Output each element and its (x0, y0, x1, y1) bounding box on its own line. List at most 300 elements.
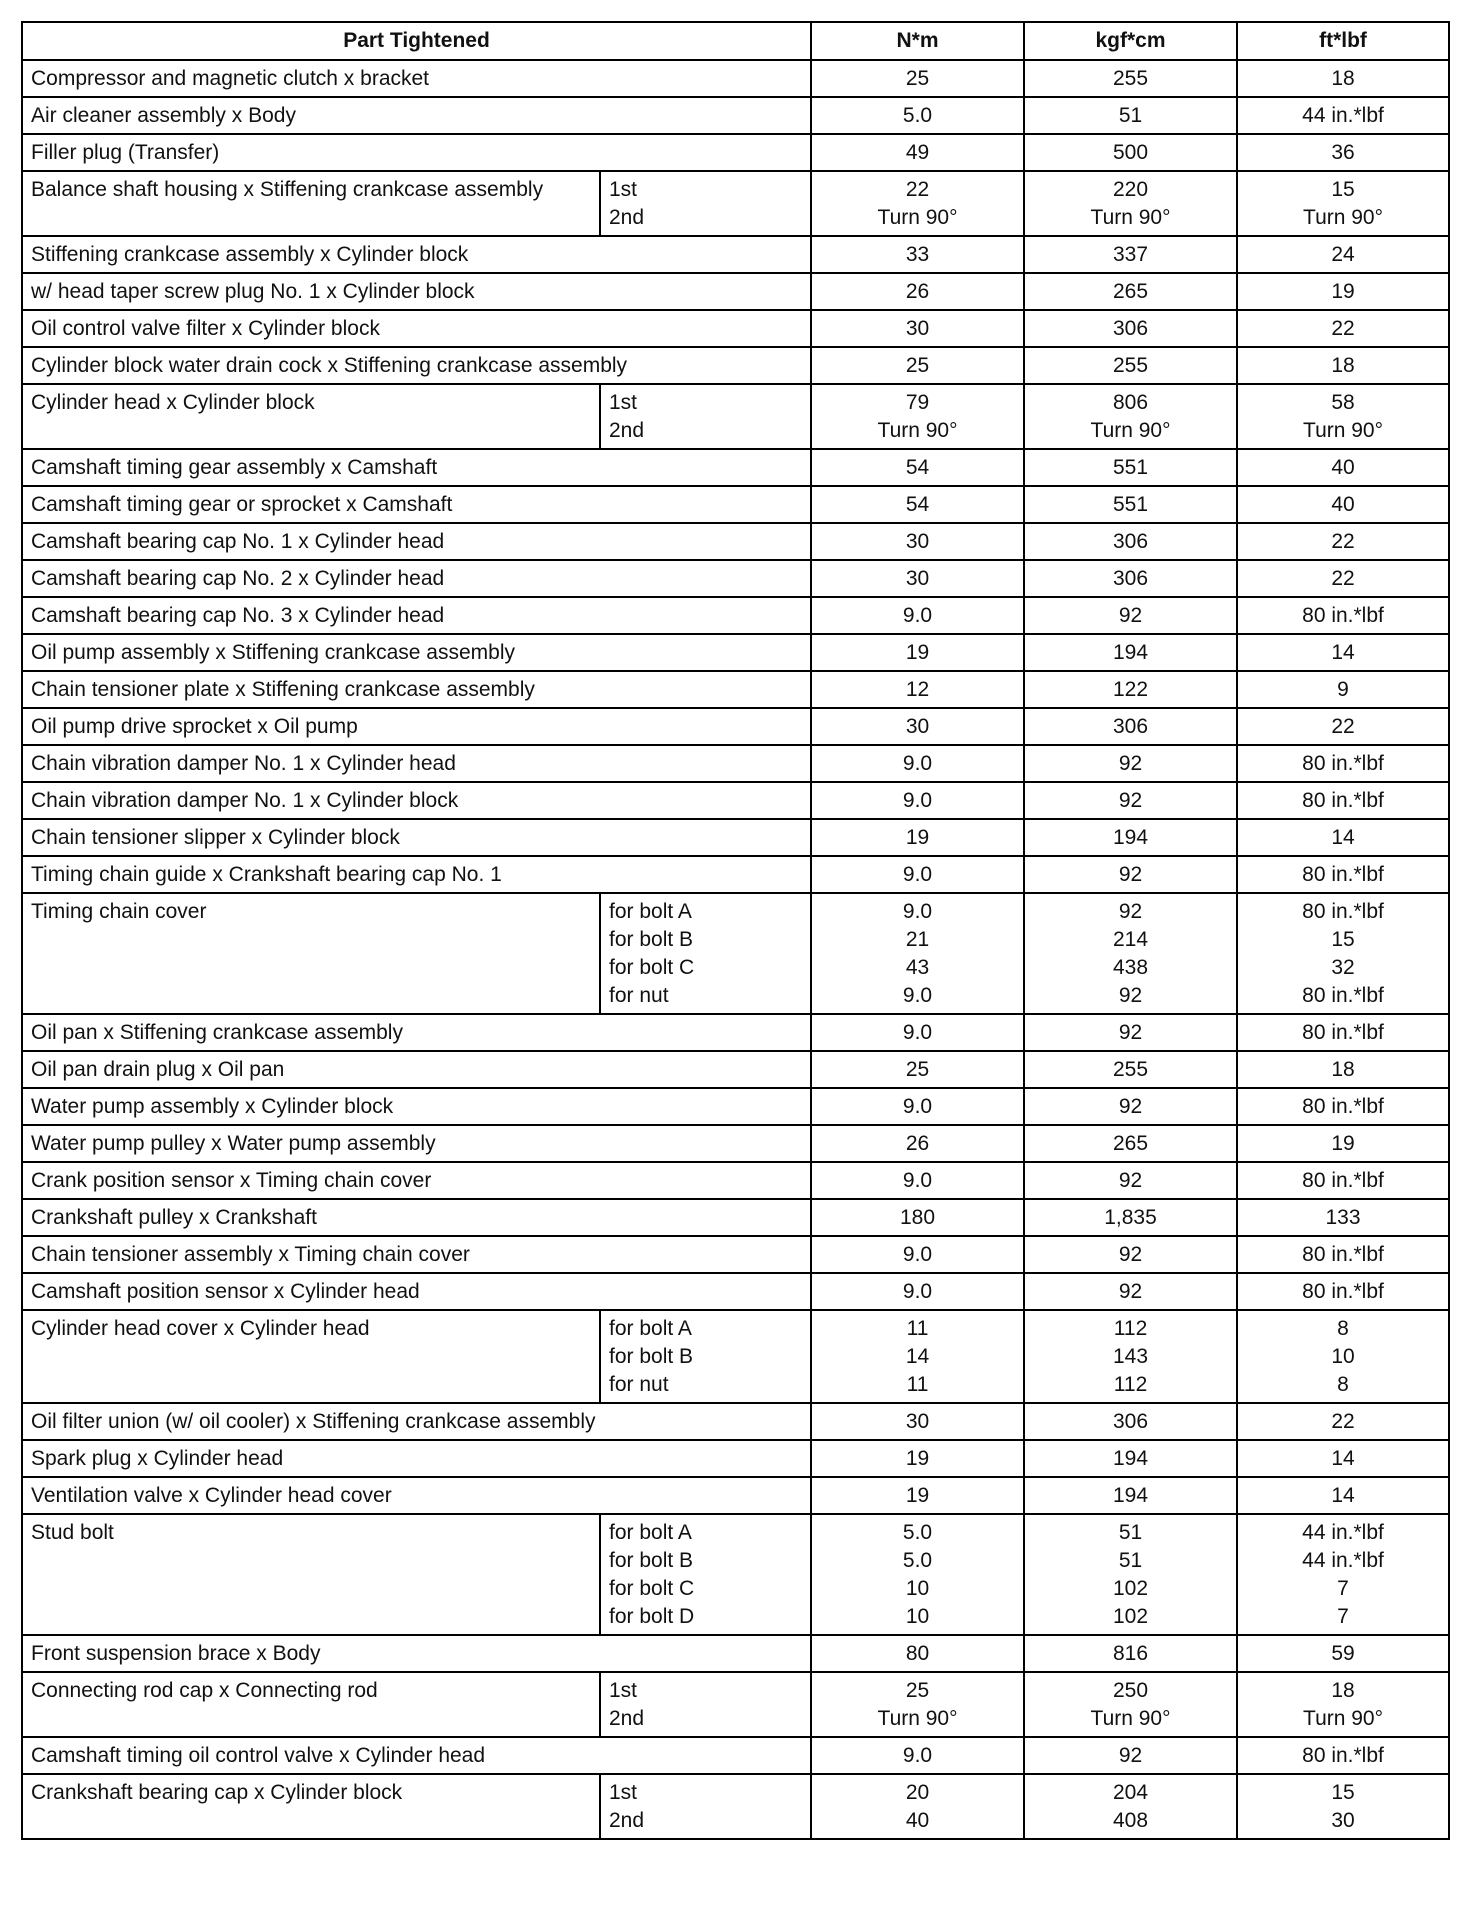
part-name: Oil pan drain plug x Oil pan (31, 1058, 285, 1081)
cell-part-tightened (22, 171, 600, 236)
kgf-value: 92 (1118, 900, 1143, 923)
cell-nm (811, 1635, 1024, 1672)
kgf-value: 265 (1112, 1132, 1149, 1155)
part-name: Balance shaft housing x Stiffening crankcase assembly (31, 178, 544, 201)
part-name: Chain tensioner assembly x Timing chain cover (31, 1243, 470, 1266)
part-name: Stiffening crankcase assembly x Cylinder block (31, 243, 469, 266)
kgf-value: 438 (1112, 956, 1149, 979)
nm-value: 5.0 (902, 1549, 933, 1572)
ft-lbf-value: 8 (1337, 1317, 1349, 1340)
table-row (22, 1236, 1449, 1273)
cell-kgf-cm (1024, 1310, 1237, 1403)
cell-nm (811, 1273, 1024, 1310)
cell-kgf-cm (1024, 745, 1237, 782)
kgf-value: 250 (1112, 1679, 1149, 1702)
step-label: for bolt B (609, 1345, 694, 1368)
part-name: Filler plug (Transfer) (31, 141, 220, 164)
cell-part-tightened (22, 1014, 811, 1051)
nm-value: 20 (905, 1781, 930, 1804)
step-label: for bolt B (609, 1549, 694, 1572)
part-name: Compressor and magnetic clutch x bracket (31, 67, 430, 90)
table-row (22, 1125, 1449, 1162)
kgf-value: 92 (1118, 1243, 1143, 1266)
header-nm: N*m (811, 22, 1024, 60)
nm-value: 22 (905, 178, 930, 201)
cell-part-tightened (22, 1440, 811, 1477)
step-label: for bolt A (609, 900, 692, 923)
step-label: for bolt A (609, 1521, 692, 1544)
step-label: for nut (609, 984, 669, 1007)
nm-value: 25 (905, 354, 930, 377)
step-label: for bolt C (609, 956, 695, 979)
part-name: Oil pan x Stiffening crankcase assembly (31, 1021, 403, 1044)
ft-lbf-value: 80 in.*lbf (1302, 900, 1384, 923)
nm-value: 9.0 (902, 1095, 933, 1118)
cell-ft-lbf (1237, 1014, 1449, 1051)
cell-ft-lbf (1237, 1737, 1449, 1774)
part-name: Timing chain guide x Crankshaft bearing cap No. 1 (31, 863, 502, 886)
cell-kgf-cm (1024, 449, 1237, 486)
cell-part-tightened (22, 486, 811, 523)
cell-kgf-cm (1024, 893, 1237, 1014)
ft-lbf-value: 59 (1331, 1642, 1355, 1665)
ft-lbf-value: 22 (1331, 567, 1355, 590)
table-row (22, 745, 1449, 782)
step-label: 1st (609, 1679, 638, 1702)
part-name: Front suspension brace x Body (31, 1642, 321, 1665)
step-label: 2nd (609, 206, 645, 229)
ft-lbf-value: 80 in.*lbf (1302, 863, 1384, 886)
kgf-value: 112 (1113, 1317, 1148, 1340)
step-label: for nut (609, 1373, 669, 1396)
table-row (22, 486, 1449, 523)
cell-nm (811, 1403, 1024, 1440)
cell-kgf-cm (1024, 856, 1237, 893)
ft-lbf-value: 80 in.*lbf (1302, 1280, 1384, 1303)
part-name: Oil control valve filter x Cylinder block (31, 317, 380, 340)
cell-kgf-cm (1024, 60, 1237, 97)
nm-value: 25 (905, 1058, 930, 1081)
cell-kgf-cm (1024, 273, 1237, 310)
cell-part-tightened (22, 1088, 811, 1125)
cell-ft-lbf (1237, 1310, 1449, 1403)
part-name: Timing chain cover (31, 900, 207, 923)
cell-nm (811, 1514, 1024, 1635)
cell-nm (811, 486, 1024, 523)
step-label: 2nd (609, 1707, 645, 1730)
nm-value: 25 (905, 1679, 930, 1702)
cell-part-tightened (22, 1737, 811, 1774)
kgf-value: 102 (1112, 1577, 1149, 1600)
cell-part-tightened (22, 384, 600, 449)
step-label: 2nd (609, 419, 645, 442)
kgf-value: 551 (1112, 456, 1149, 479)
table-row (22, 1403, 1449, 1440)
nm-value: 9.0 (902, 984, 933, 1007)
table-row (22, 1440, 1449, 1477)
ft-lbf-value: 80 in.*lbf (1302, 752, 1384, 775)
cell-part-tightened (22, 1403, 811, 1440)
kgf-value: Turn 90° (1090, 419, 1171, 442)
cell-nm (811, 310, 1024, 347)
ft-lbf-value: 7 (1337, 1605, 1349, 1628)
step-label: 2nd (609, 1809, 645, 1832)
part-name: Camshaft bearing cap No. 3 x Cylinder head (31, 604, 445, 627)
kgf-value: 51 (1118, 1521, 1143, 1544)
ft-lbf-value: 36 (1331, 141, 1355, 164)
part-name: Connecting rod cap x Connecting rod (31, 1679, 378, 1702)
cell-ft-lbf (1237, 449, 1449, 486)
cell-part-tightened (22, 782, 811, 819)
kgf-value: 51 (1118, 1549, 1143, 1572)
cell-nm (811, 171, 1024, 236)
cell-part-tightened (22, 449, 811, 486)
cell-ft-lbf (1237, 1403, 1449, 1440)
part-name: Crank position sensor x Timing chain cover (31, 1169, 432, 1192)
kgf-value: 92 (1118, 1021, 1143, 1044)
kgf-value: 92 (1118, 1744, 1143, 1767)
part-name: Crankshaft bearing cap x Cylinder block (31, 1781, 403, 1804)
nm-value: 19 (905, 1447, 930, 1470)
cell-nm (811, 1672, 1024, 1737)
cell-kgf-cm (1024, 384, 1237, 449)
nm-value: 5.0 (902, 104, 933, 127)
cell-kgf-cm (1024, 347, 1237, 384)
ft-lbf-value: 40 (1331, 456, 1355, 479)
nm-value: Turn 90° (877, 206, 958, 229)
kgf-value: 204 (1112, 1781, 1149, 1804)
cell-ft-lbf (1237, 1199, 1449, 1236)
step-label: for bolt C (609, 1577, 695, 1600)
nm-value: 10 (905, 1577, 930, 1600)
cell-part-tightened (22, 1635, 811, 1672)
cell-nm (811, 819, 1024, 856)
table-row (22, 1774, 1449, 1839)
cell-part-tightened (22, 1162, 811, 1199)
cell-part-tightened (22, 597, 811, 634)
cell-ft-lbf (1237, 819, 1449, 856)
kgf-value: 1,835 (1104, 1206, 1157, 1229)
cell-ft-lbf (1237, 97, 1449, 134)
cell-kgf-cm (1024, 560, 1237, 597)
table-row (22, 1635, 1449, 1672)
table-row (22, 273, 1449, 310)
table-row (22, 1672, 1449, 1737)
part-name: Chain vibration damper No. 1 x Cylinder block (31, 789, 459, 812)
nm-value: 26 (905, 280, 930, 303)
cell-nm (811, 560, 1024, 597)
cell-ft-lbf (1237, 1440, 1449, 1477)
kgf-value: 194 (1112, 641, 1149, 664)
ft-lbf-value: 44 in.*lbf (1302, 104, 1384, 127)
cell-kgf-cm (1024, 1477, 1237, 1514)
nm-value: 11 (906, 1373, 929, 1396)
kgf-value: 306 (1112, 317, 1149, 340)
cell-ft-lbf (1237, 1236, 1449, 1273)
nm-value: 25 (905, 67, 930, 90)
cell-nm (811, 1737, 1024, 1774)
nm-value: 80 (905, 1642, 930, 1665)
torque-spec-table (21, 21, 1450, 1840)
table-header-row (22, 22, 1449, 60)
cell-nm (811, 384, 1024, 449)
cell-kgf-cm (1024, 1273, 1237, 1310)
kgf-value: Turn 90° (1090, 206, 1171, 229)
table-row (22, 819, 1449, 856)
cell-nm (811, 1162, 1024, 1199)
ft-lbf-value: 80 in.*lbf (1302, 1243, 1384, 1266)
cell-kgf-cm (1024, 1162, 1237, 1199)
ft-lbf-value: 14 (1331, 826, 1355, 849)
ft-lbf-value: 22 (1331, 1410, 1355, 1433)
kgf-value: 122 (1112, 678, 1149, 701)
cell-part-tightened (22, 708, 811, 745)
cell-nm (811, 634, 1024, 671)
cell-step (600, 1672, 811, 1737)
nm-value: Turn 90° (877, 419, 958, 442)
cell-kgf-cm (1024, 310, 1237, 347)
kgf-value: 92 (1118, 984, 1143, 1007)
cell-step (600, 1310, 811, 1403)
cell-nm (811, 1088, 1024, 1125)
ft-lbf-value: 15 (1331, 178, 1355, 201)
part-name: Oil pump assembly x Stiffening crankcase assembly (31, 641, 515, 664)
part-name: Cylinder block water drain cock x Stiffening crankcase assembly (31, 354, 628, 377)
ft-lbf-value: 40 (1331, 493, 1355, 516)
cell-ft-lbf (1237, 1514, 1449, 1635)
table-row (22, 893, 1449, 1014)
cell-kgf-cm (1024, 1737, 1237, 1774)
cell-nm (811, 1014, 1024, 1051)
cell-kgf-cm (1024, 708, 1237, 745)
cell-kgf-cm (1024, 171, 1237, 236)
table-row (22, 1514, 1449, 1635)
kgf-value: 306 (1112, 567, 1149, 590)
cell-part-tightened (22, 1199, 811, 1236)
cell-nm (811, 1199, 1024, 1236)
cell-step (600, 384, 811, 449)
cell-step (600, 893, 811, 1014)
ft-lbf-value: 15 (1331, 928, 1355, 951)
header-part-tightened: Part Tightened (22, 22, 811, 60)
ft-lbf-value: 8 (1337, 1373, 1349, 1396)
cell-ft-lbf (1237, 856, 1449, 893)
table-row (22, 856, 1449, 893)
cell-kgf-cm (1024, 634, 1237, 671)
kgf-value: 500 (1112, 141, 1149, 164)
cell-nm (811, 97, 1024, 134)
cell-kgf-cm (1024, 1635, 1237, 1672)
nm-value: 33 (905, 243, 930, 266)
nm-value: 10 (905, 1605, 930, 1628)
ft-lbf-value: 80 in.*lbf (1302, 984, 1384, 1007)
nm-value: 30 (905, 567, 930, 590)
cell-nm (811, 1051, 1024, 1088)
part-name: Camshaft bearing cap No. 2 x Cylinder head (31, 567, 445, 590)
nm-value: 180 (899, 1206, 936, 1229)
table-row (22, 347, 1449, 384)
part-name: Crankshaft pulley x Crankshaft (31, 1206, 317, 1229)
part-name: Water pump pulley x Water pump assembly (31, 1132, 436, 1155)
cell-nm (811, 745, 1024, 782)
cell-nm (811, 1236, 1024, 1273)
cell-ft-lbf (1237, 1672, 1449, 1737)
part-name: Oil pump drive sprocket x Oil pump (31, 715, 358, 738)
cell-part-tightened (22, 97, 811, 134)
cell-nm (811, 523, 1024, 560)
cell-ft-lbf (1237, 273, 1449, 310)
part-name: Cylinder head x Cylinder block (31, 391, 315, 414)
cell-kgf-cm (1024, 1514, 1237, 1635)
table-row (22, 310, 1449, 347)
ft-lbf-value: 22 (1331, 530, 1355, 553)
cell-ft-lbf (1237, 560, 1449, 597)
part-name: Cylinder head cover x Cylinder head (31, 1317, 370, 1340)
table-row (22, 1051, 1449, 1088)
part-name: Camshaft timing gear or sprocket x Camshaft (31, 493, 453, 516)
cell-part-tightened (22, 819, 811, 856)
table-row (22, 597, 1449, 634)
nm-value: 30 (905, 1410, 930, 1433)
part-name: Camshaft position sensor x Cylinder head (31, 1280, 420, 1303)
cell-ft-lbf (1237, 1125, 1449, 1162)
kgf-value: 92 (1118, 752, 1143, 775)
kgf-value: 408 (1112, 1809, 1149, 1832)
cell-nm (811, 1310, 1024, 1403)
cell-nm (811, 782, 1024, 819)
table-row (22, 1737, 1449, 1774)
kgf-value: 265 (1112, 280, 1149, 303)
cell-ft-lbf (1237, 171, 1449, 236)
table-row (22, 1310, 1449, 1403)
ft-lbf-value: 80 in.*lbf (1302, 789, 1384, 812)
nm-value: 12 (905, 678, 930, 701)
cell-ft-lbf (1237, 486, 1449, 523)
kgf-value: 255 (1112, 67, 1149, 90)
part-name: Air cleaner assembly x Body (31, 104, 296, 127)
kgf-value: 112 (1113, 1373, 1148, 1396)
kgf-value: 337 (1112, 243, 1149, 266)
part-name: Water pump assembly x Cylinder block (31, 1095, 394, 1118)
cell-part-tightened (22, 523, 811, 560)
nm-value: 79 (905, 391, 930, 414)
cell-kgf-cm (1024, 1014, 1237, 1051)
ft-lbf-value: Turn 90° (1303, 419, 1384, 442)
nm-value: 43 (905, 956, 930, 979)
cell-nm (811, 1774, 1024, 1839)
nm-value: 9.0 (902, 789, 933, 812)
nm-value: 19 (905, 641, 930, 664)
header-kgf-cm: kgf*cm (1024, 22, 1237, 60)
cell-part-tightened (22, 560, 811, 597)
cell-ft-lbf (1237, 1273, 1449, 1310)
table-row (22, 1199, 1449, 1236)
ft-lbf-value: 22 (1331, 317, 1355, 340)
cell-nm (811, 856, 1024, 893)
cell-kgf-cm (1024, 597, 1237, 634)
cell-part-tightened (22, 1236, 811, 1273)
cell-kgf-cm (1024, 134, 1237, 171)
table-row (22, 1273, 1449, 1310)
nm-value: 40 (905, 1809, 930, 1832)
nm-value: 30 (905, 530, 930, 553)
part-name: Camshaft timing gear assembly x Camshaft (31, 456, 438, 479)
cell-kgf-cm (1024, 1774, 1237, 1839)
kgf-value: 194 (1112, 1484, 1149, 1507)
table-row (22, 708, 1449, 745)
cell-kgf-cm (1024, 1403, 1237, 1440)
kgf-value: 220 (1112, 178, 1149, 201)
cell-nm (811, 449, 1024, 486)
kgf-value: 143 (1112, 1345, 1149, 1368)
cell-nm (811, 1440, 1024, 1477)
kgf-value: 92 (1118, 789, 1143, 812)
ft-lbf-value: 133 (1325, 1206, 1361, 1229)
nm-value: 9.0 (902, 1744, 933, 1767)
cell-ft-lbf (1237, 745, 1449, 782)
cell-nm (811, 597, 1024, 634)
cell-nm (811, 671, 1024, 708)
cell-kgf-cm (1024, 523, 1237, 560)
cell-nm (811, 1125, 1024, 1162)
kgf-value: 92 (1118, 1169, 1143, 1192)
table-row (22, 236, 1449, 273)
cell-part-tightened (22, 310, 811, 347)
step-label: 1st (609, 178, 638, 201)
table-row (22, 449, 1449, 486)
part-name: Stud bolt (31, 1521, 114, 1544)
nm-value: 9.0 (902, 1169, 933, 1192)
table-row (22, 134, 1449, 171)
kgf-value: 92 (1118, 604, 1143, 627)
ft-lbf-value: 18 (1331, 1679, 1355, 1702)
cell-ft-lbf (1237, 384, 1449, 449)
nm-value: 30 (905, 715, 930, 738)
part-name: Ventilation valve x Cylinder head cover (31, 1484, 392, 1507)
table-row (22, 523, 1449, 560)
cell-part-tightened (22, 671, 811, 708)
step-label: 1st (609, 391, 638, 414)
header-ft-lbf: ft*lbf (1237, 22, 1449, 60)
cell-part-tightened (22, 60, 811, 97)
part-name: Camshaft timing oil control valve x Cylinder head (31, 1744, 486, 1767)
cell-kgf-cm (1024, 1051, 1237, 1088)
ft-lbf-value: 18 (1331, 67, 1355, 90)
cell-nm (811, 134, 1024, 171)
cell-nm (811, 273, 1024, 310)
cell-kgf-cm (1024, 1236, 1237, 1273)
cell-ft-lbf (1237, 708, 1449, 745)
kgf-value: 92 (1118, 1280, 1143, 1303)
table-row (22, 671, 1449, 708)
cell-ft-lbf (1237, 347, 1449, 384)
ft-lbf-value: 19 (1331, 1132, 1355, 1155)
cell-ft-lbf (1237, 893, 1449, 1014)
kgf-value: 806 (1112, 391, 1149, 414)
cell-nm (811, 60, 1024, 97)
cell-ft-lbf (1237, 782, 1449, 819)
kgf-value: 306 (1112, 715, 1149, 738)
cell-ft-lbf (1237, 1477, 1449, 1514)
cell-part-tightened (22, 134, 811, 171)
part-name: Camshaft bearing cap No. 1 x Cylinder head (31, 530, 445, 553)
cell-ft-lbf (1237, 1162, 1449, 1199)
cell-part-tightened (22, 1672, 600, 1737)
table-row (22, 1014, 1449, 1051)
nm-value: 9.0 (902, 604, 933, 627)
cell-kgf-cm (1024, 486, 1237, 523)
kgf-value: 102 (1112, 1605, 1149, 1628)
